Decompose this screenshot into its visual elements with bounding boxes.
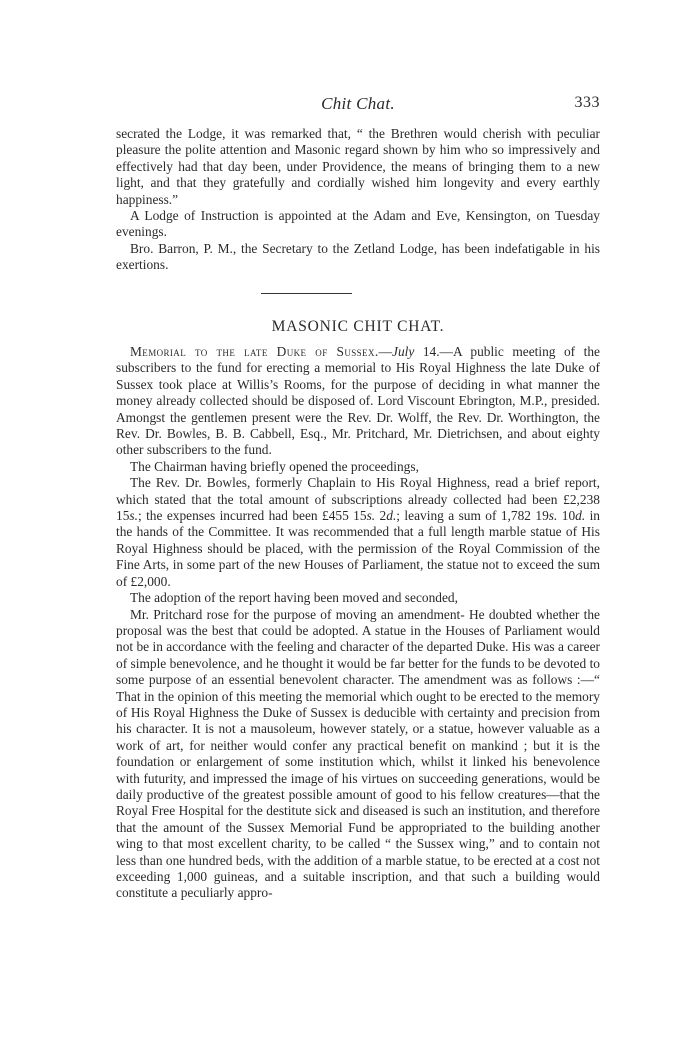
lead-dash: —: [378, 344, 392, 359]
report-text-5: 10: [557, 508, 576, 524]
report-text-4: ; leaving a sum of 1,782 19: [396, 508, 549, 524]
section-divider-rule: [261, 293, 352, 294]
paragraph-chairman: The Chairman having briefly opened the proceedings,: [130, 458, 419, 474]
paragraph-memorial-rest: 14.—A public meeting of the subscribers to the fund for erecting a memorial to His Royal Highness the late Duke of Sussex took place at Willis’s Rooms, for the purpose of deciding in what manner the money already collected should be disposed of. Lord Viscount Ebrington, M.P., presided. Amongst the gentlemen present were the Rev. Dr. Wolff, the Rev. Dr. Worthington, the Rev. Dr. Bowles, B. B. Cabbell, Esq., Mr. Pritchard, Mr. Dietrichsen, and about eighty other subscribers to the fund.: [116, 344, 600, 458]
continued-text-block: [116, 126, 600, 274]
running-title: Chit Chat.: [321, 94, 395, 113]
report-text-6: in the hands of the Committee. It was recommended that a full length marble statue of His Royal Highness should be placed, with the permission of the Royal Commission of the Fine Arts, in some part of the new Houses of Parliament, the statue not to exceed the sum of £2,000.: [116, 508, 601, 589]
paragraph-adoption: The adoption of the report having been moved and seconded,: [130, 590, 458, 606]
paragraph-continued: secrated the Lodge, it was remarked that, “ the Brethren would cherish with peculiar pleasure the polite attention and Masonic regard shown by him who so impressively and effectively had that day been, under Providence, the means of bringing them to a new light, and that they gratefully and cordially wished him longevity and every earthly happiness.”: [116, 126, 600, 207]
lead-date: July: [392, 344, 415, 359]
report-text-3: 2: [375, 508, 387, 524]
pence-abbrev: d.: [386, 508, 397, 524]
section-heading: MASONIC CHIT CHAT.: [271, 318, 445, 335]
paragraph-report: [116, 475, 600, 590]
shilling-abbrev: s.: [129, 508, 138, 524]
page-number: 333: [574, 94, 600, 111]
shilling-abbrev: s.: [366, 508, 376, 524]
lead-smallcaps: Memorial to the late Duke of Sussex.: [130, 344, 379, 359]
paragraph-pritchard: Mr. Pritchard rose for the purpose of moving an amendment- He doubted whether the proposal was the best that could be adopted. A statue in the Houses of Parliament would not be in accordance with the feeling and character of the departed Duke. His was a career of simple benevolence, and he thought it would be far better for the funds to be devoted to some purpose of an essential benevolent character. The amendment was as follows :—“ That in the opinion of this meeting the memorial which ought to be erected to the memory of His Royal Highness the Duke of Sussex is deducible with certainty and precision from his character. It is not a mausoleum, however stately, or a statue, however valuable as a work of art, for neither would confer any practical benefit on mankind ; but it is the foundation or enlargement of some institution which, whilst it linked his benevolence with futurity, and impressed the image of his virtues on succeeding generations, would be daily productive of the greatest possible amount of good to his fellow creatures—that the Royal Free Hospital for the destitute sick and diseased is such an institution, and therefore that the amount of the Sussex Memorial Fund be appropriated to the building another wing to that most excellent charity, to be called “ the Sussex wing,” and to contain not less than one hundred beds, with the addition of a marble statue, to be erected at a cost not exceeding 1,000 guineas, and a suitable inscription, and that such a building would constitute a peculiarly appro-: [116, 606, 600, 901]
pence-abbrev: d.: [575, 508, 586, 524]
paragraph-memorial: [116, 344, 600, 459]
section-text-block: [116, 344, 600, 902]
report-text-1: The Rev. Dr. Bowles, formerly Chaplain to His Royal Highness, read a brief report, which stated that the total amount of subscriptions already collected had been £2,238 15: [116, 475, 600, 524]
running-head: [116, 94, 600, 118]
shilling-abbrev: s.: [548, 508, 558, 524]
paragraph-bro-barron: Bro. Barron, P. M., the Secretary to the Zetland Lodge, has been indefatigable in his exertions.: [116, 240, 600, 273]
report-text-2: ; the expenses incurred had been £455 15: [137, 508, 367, 524]
paragraph-lodge-instruction: A Lodge of Instruction is appointed at the Adam and Eve, Kensington, on Tuesday evenings.: [116, 208, 600, 240]
